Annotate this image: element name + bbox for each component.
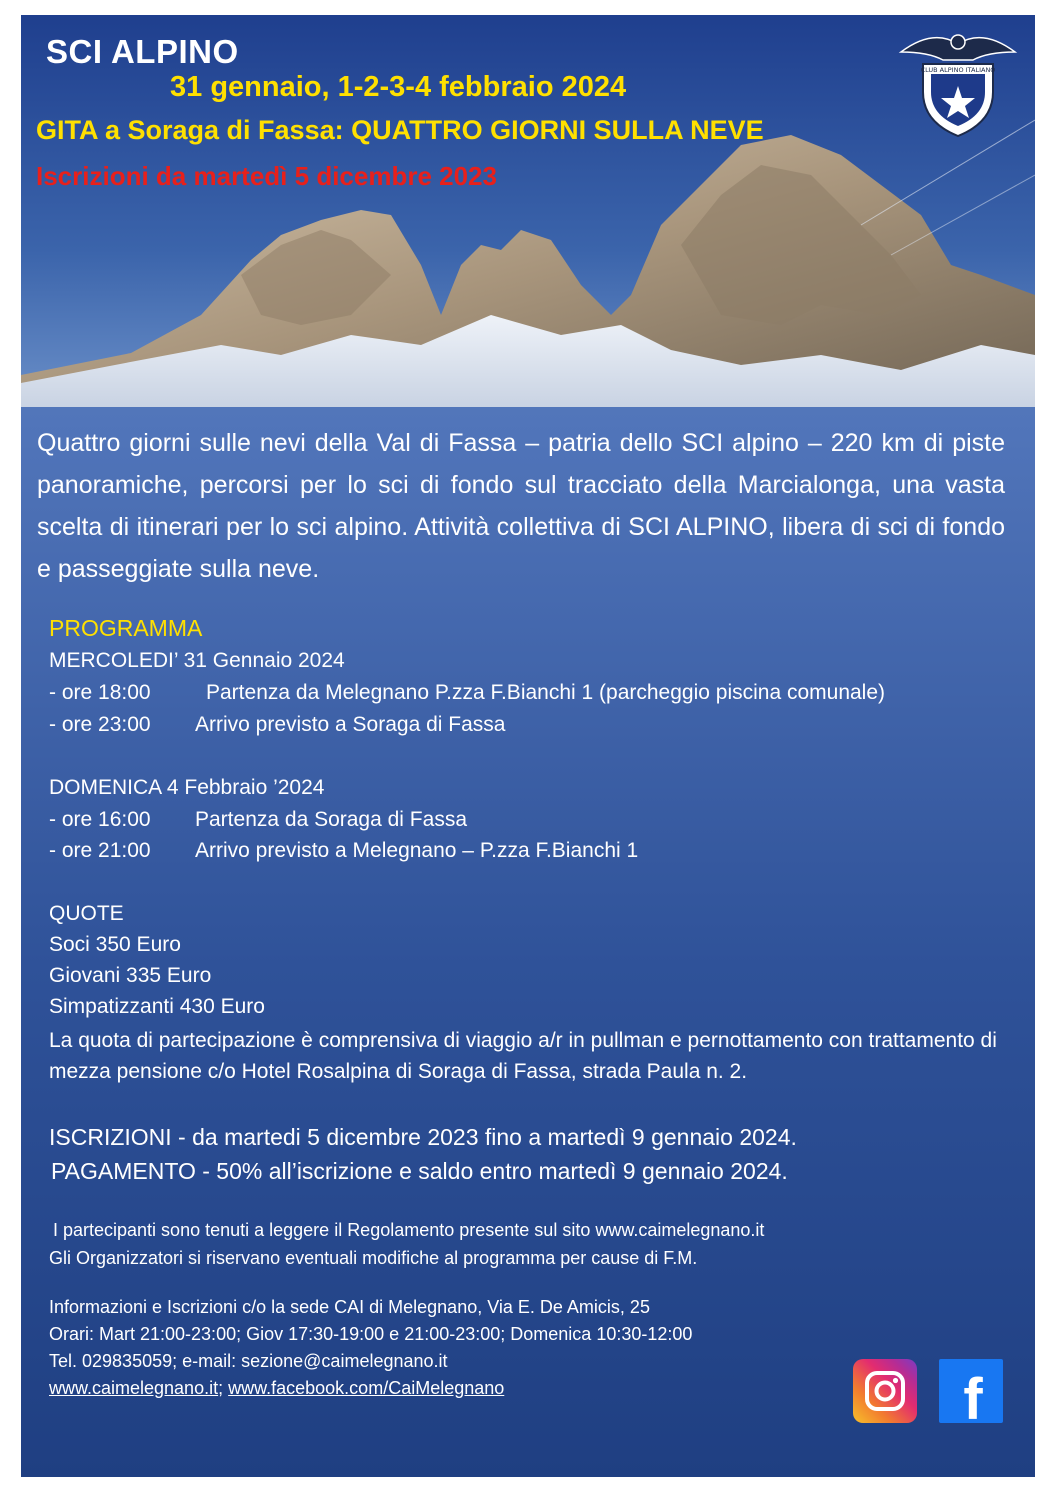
contact-info: Informazioni e Iscrizioni c/o la sede CAI di Melegnano, Via E. De Amicis, 25	[49, 1297, 650, 1317]
pagamento-line: PAGAMENTO - 50% all’iscrizione e saldo entro martedì 9 gennaio 2024.	[51, 1158, 788, 1184]
schedule-text: Partenza da Soraga di Fassa	[195, 808, 467, 831]
day2-date: DOMENICA 4 Febbraio ’2024	[49, 776, 325, 799]
schedule-text: Arrivo previsto a Soraga di Fassa	[195, 713, 506, 736]
instagram-glyph	[853, 1359, 917, 1423]
hero-banner	[21, 15, 1035, 407]
schedule-text: Partenza da Melegnano P.zza F.Bianchi 1 (parcheggio piscina comunale)	[206, 681, 886, 704]
links-line	[49, 1378, 504, 1399]
intro-paragraph: Quattro giorni sulle nevi della Val di Fassa – patria dello SCI alpino – 220 km di piste panoramiche, percorsi per lo sci di fondo sul tracciato della Marcialonga, una vasta scelta di itinerari per lo sci alpino. Attività collettiva di SCI ALPINO, libera di sci di fondo e passeggiate sulla neve.	[37, 429, 1005, 583]
modifiche-note: Gli Organizzatori si riservano eventuali modifiche al programma per cause di F.M.	[49, 1248, 698, 1268]
schedule-time: - ore 16:00	[49, 808, 151, 831]
main-content	[21, 408, 1035, 1477]
quote-item: Giovani 335 Euro	[49, 964, 212, 987]
quote-item: Soci 350 Euro	[49, 933, 181, 956]
instagram-icon[interactable]	[853, 1359, 917, 1423]
schedule-text: Arrivo previsto a Melegnano – P.zza F.Bianchi 1	[195, 839, 639, 862]
schedule-row	[49, 681, 885, 705]
facebook-letter: f	[963, 1367, 983, 1423]
iscrizioni-line: ISCRIZIONI - da martedi 5 dicembre 2023 fino a martedì 9 gennaio 2024.	[49, 1124, 797, 1150]
event-dates: 31 gennaio, 1-2-3-4 febbraio 2024	[170, 71, 627, 103]
schedule-time: - ore 18:00	[49, 681, 151, 704]
schedule-time: - ore 23:00	[49, 713, 151, 736]
phone-email: Tel. 029835059; e-mail: sezione@caimelegnano.it	[49, 1351, 448, 1371]
quote-item: Simpatizzanti 430 Euro	[49, 995, 265, 1018]
quote-note: La quota di partecipazione è comprensiva di viaggio a/r in pullman e pernottamento con trattamento di mezza pensione c/o Hotel Rosalpina di Soraga di Fassa, strada Paula n. 2.	[49, 1029, 997, 1083]
facebook-glyph	[939, 1359, 1003, 1423]
schedule-time: - ore 21:00	[49, 839, 151, 862]
website-link[interactable]: www.caimelegnano.it	[49, 1378, 219, 1398]
cai-logo	[893, 22, 1023, 140]
trip-title: GITA a Soraga di Fassa: QUATTRO GIORNI SULLA NEVE	[36, 115, 764, 145]
page-title: SCI ALPINO	[46, 33, 239, 70]
quotes-heading: QUOTE	[49, 902, 124, 925]
registration-open-date: Iscrizioni da martedì 5 dicembre 2023	[36, 161, 497, 191]
day1-date: MERCOLEDI’ 31 Gennaio 2024	[49, 649, 345, 672]
schedule-row	[49, 839, 638, 863]
opening-hours: Orari: Mart 21:00-23:00; Giov 17:30-19:00 e 21:00-23:00; Domenica 10:30-12:00	[49, 1324, 693, 1344]
schedule-row	[49, 808, 467, 832]
facebook-icon[interactable]	[939, 1359, 1003, 1423]
regolamento-note: I partecipanti sono tenuti a leggere il Regolamento presente sul sito www.caimelegnano.it	[53, 1220, 765, 1240]
schedule-row	[49, 713, 505, 737]
facebook-link[interactable]: www.facebook.com/CaiMelegnano	[228, 1378, 505, 1398]
logo-text: CLUB ALPINO ITALIANO	[920, 66, 996, 74]
program-heading: PROGRAMMA	[49, 615, 203, 641]
link-separator: ;	[218, 1378, 224, 1398]
